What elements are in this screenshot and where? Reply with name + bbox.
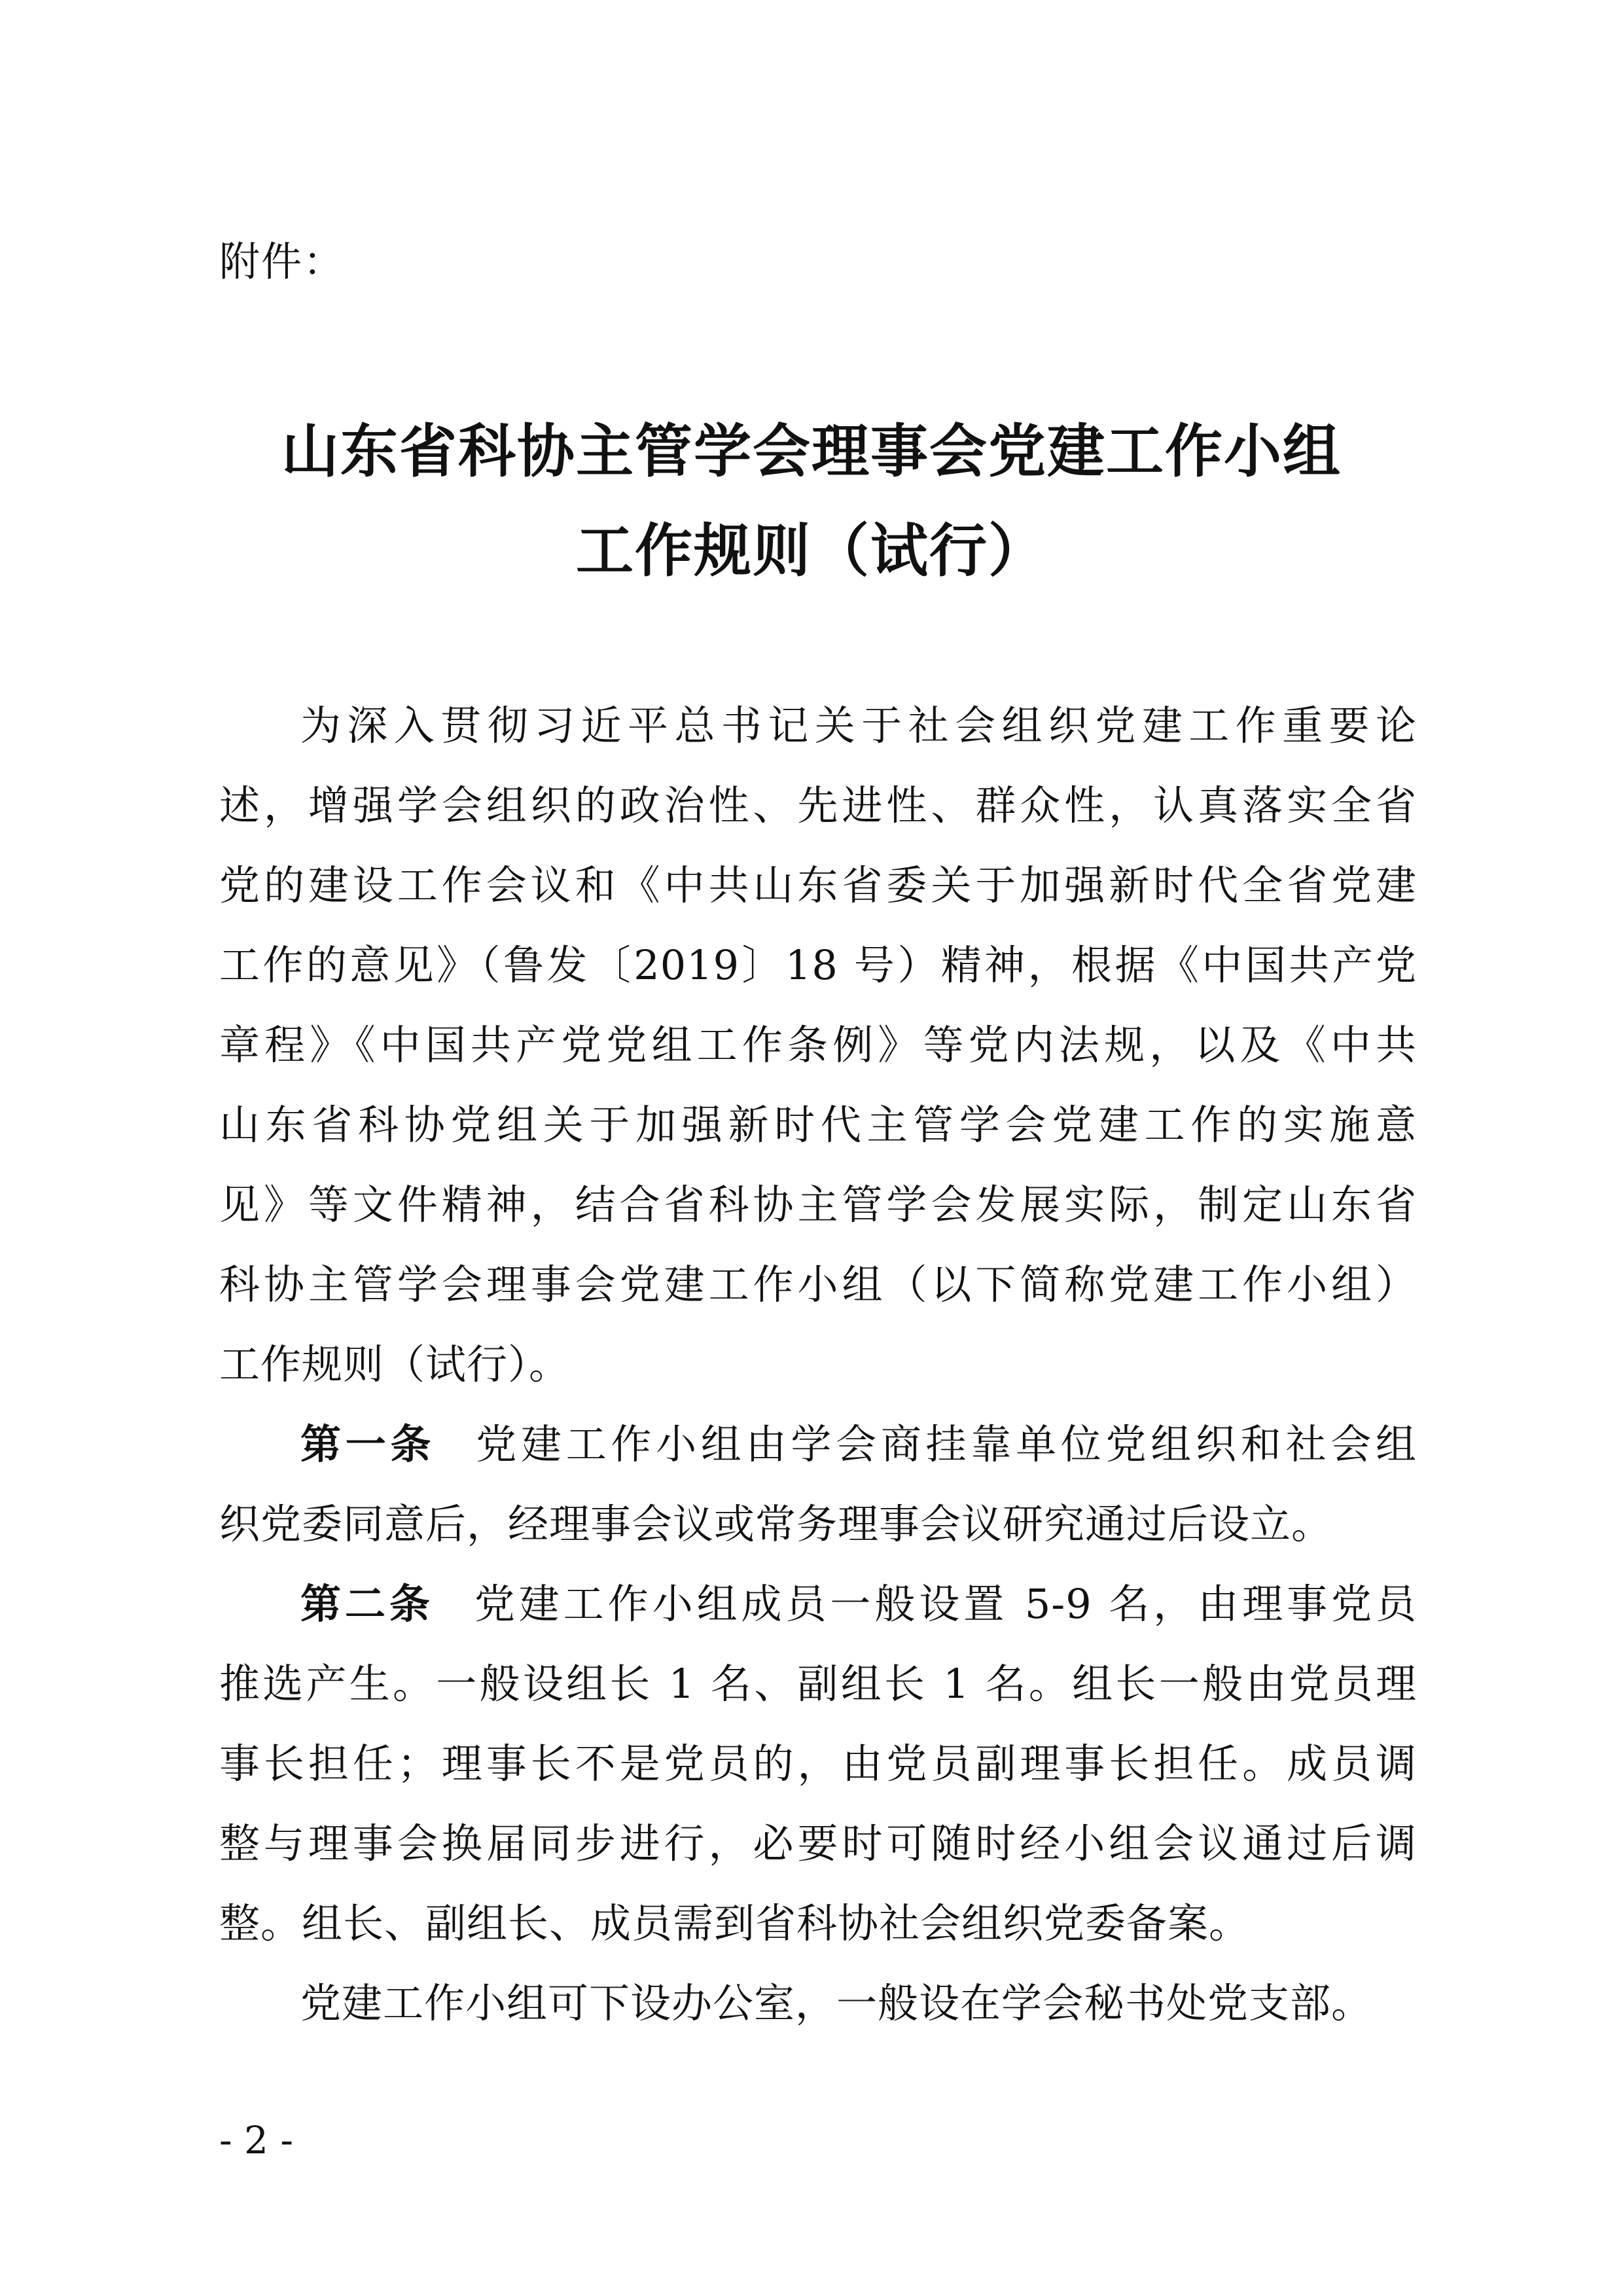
- article-2-line: 事长担任；理事长不是党员的，由党员副理事长担任。成员调: [219, 1740, 1417, 1787]
- preamble-line: 章程》《中国共产党党组工作条例》等党内法规，以及《中共: [219, 1021, 1417, 1069]
- attachment-label: 附件：: [219, 238, 346, 285]
- preamble-line: 党的建设工作会议和《中共山东省委关于加强新时代全省党建: [219, 861, 1417, 909]
- document-title-line-2: 工作规则（试行）: [575, 517, 1047, 584]
- article-2-line: 推选产生。一般设组长 1 名、副组长 1 名。组长一般由党员理: [219, 1660, 1417, 1708]
- preamble-line: 工作规则（试行）。: [219, 1340, 571, 1388]
- article-2-text: 党建工作小组成员一般设置 5-9 名，由理事党员: [474, 1580, 1417, 1628]
- article-1-heading: 第一条: [300, 1420, 436, 1468]
- preamble-line: 科协主管学会理事会党建工作小组（以下简称党建工作小组）: [219, 1261, 1417, 1308]
- article-1-text: 党建工作小组由学会商挂靠单位党组织和社会组: [476, 1420, 1417, 1468]
- document-title-line-1: 山东省科协主管学会理事会党建工作小组: [281, 418, 1342, 485]
- preamble-line: 述，增强学会组织的政治性、先进性、群众性，认真落实全省: [219, 781, 1417, 829]
- preamble-line: 见》等文件精神，结合省科协主管学会发展实际，制定山东省: [219, 1181, 1417, 1229]
- document-body: [219, 686, 1417, 2043]
- article-1-line: [219, 1405, 1417, 1484]
- preamble-line: 工作的意见》（鲁发〔2019〕18 号）精神，根据《中国共产党: [219, 941, 1417, 989]
- preamble-line: 为深入贯彻习近平总书记关于社会组织党建工作重要论: [300, 702, 1417, 749]
- article-2-heading: 第二条: [300, 1580, 434, 1628]
- office-paragraph: 党建工作小组可下设办公室，一般设在学会秘书处党支部。: [300, 1979, 1373, 2027]
- article-1-line: 织党委同意后，经理事会议或常务理事会议研究通过后设立。: [219, 1500, 1333, 1548]
- article-2-line: 整与理事会换届同步进行，必要时可随时经小组会议通过后调: [219, 1820, 1417, 1867]
- article-2-line: 整。组长、副组长、成员需到省科协社会组织党委备案。: [219, 1899, 1251, 1947]
- page-number: - 2 -: [219, 2118, 293, 2162]
- article-2-line: [219, 1564, 1417, 1644]
- preamble-line: 山东省科协党组关于加强新时代主管学会党建工作的实施意: [219, 1101, 1417, 1149]
